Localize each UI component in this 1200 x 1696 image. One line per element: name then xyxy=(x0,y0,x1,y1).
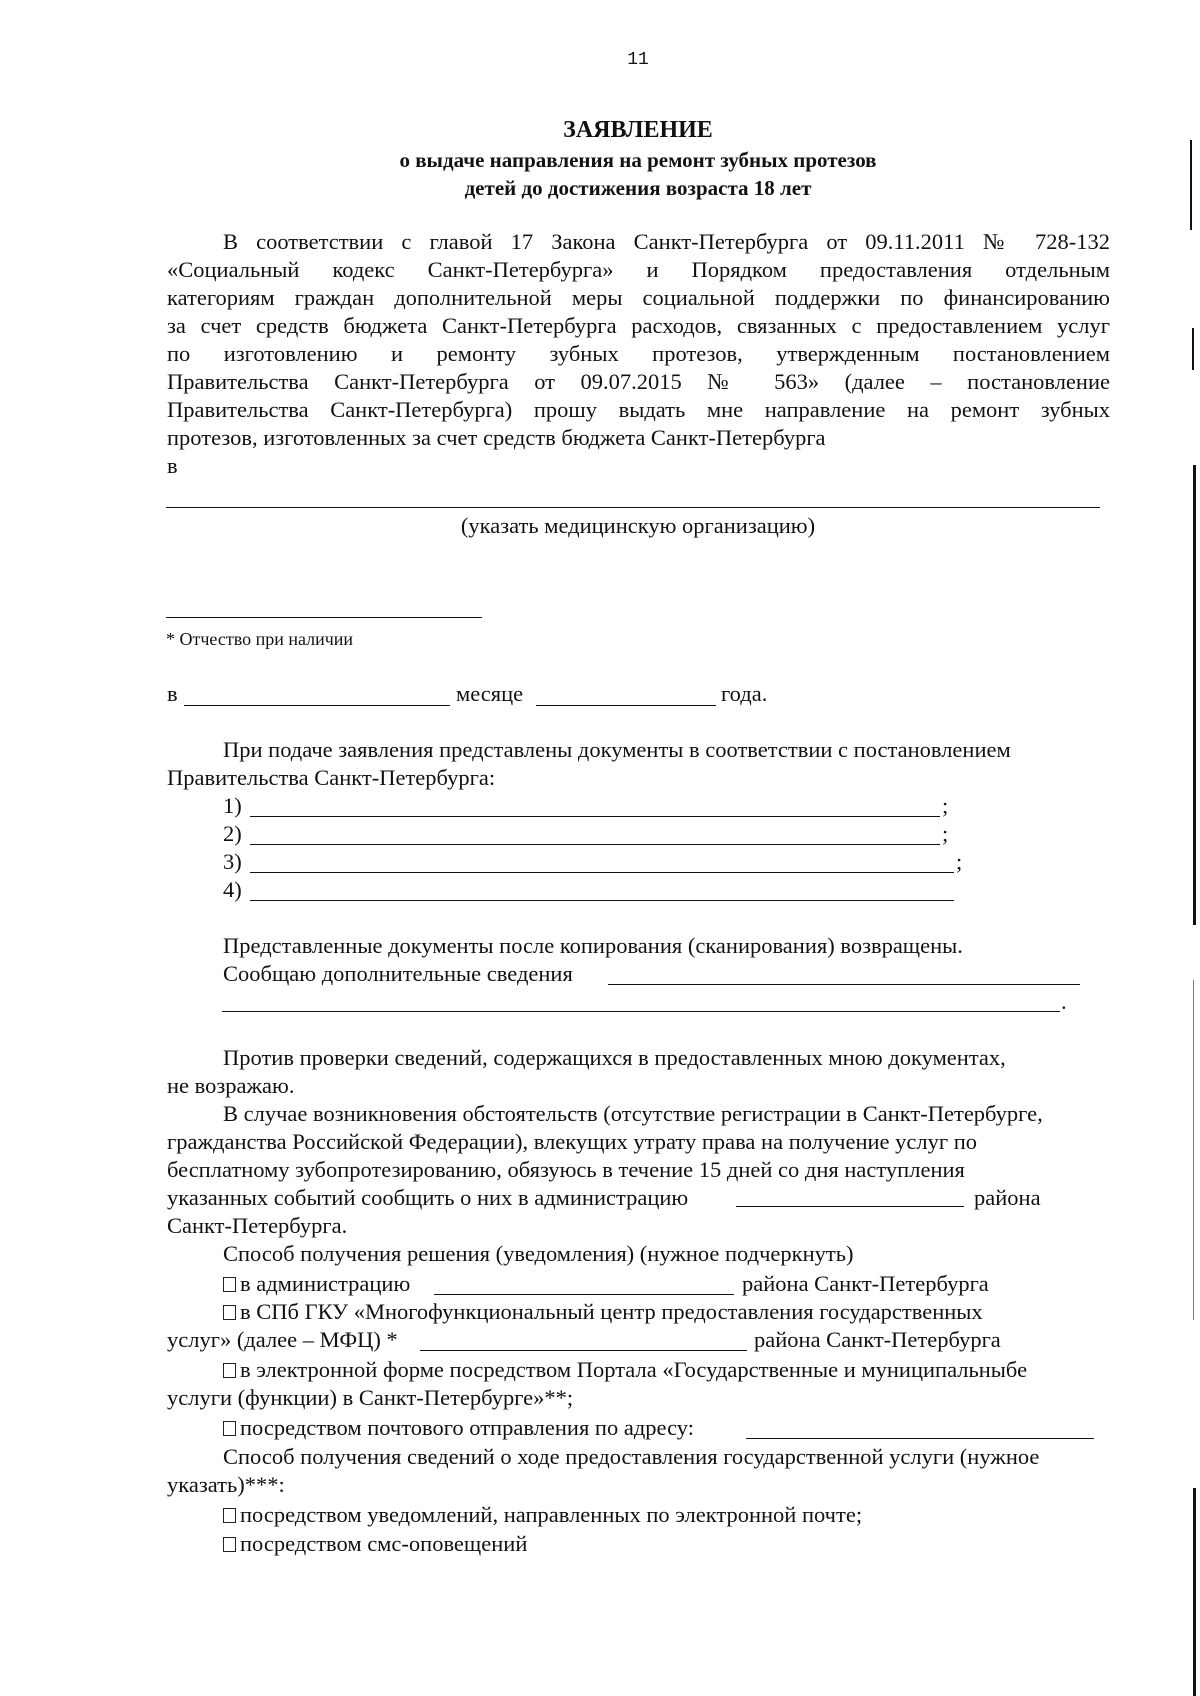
footnote-star: * xyxy=(166,629,175,649)
verification-consent-line-2: не возражаю. xyxy=(167,1073,295,1098)
intro-line: по изготовлению и ремонту зубных протезов, утвержденным постановлением xyxy=(167,341,1110,366)
date-month-label: месяце xyxy=(456,681,524,706)
document-item-number: 4) xyxy=(223,877,242,902)
checkbox-administration[interactable] xyxy=(223,1277,236,1292)
date-prefix: в xyxy=(167,681,178,706)
additional-info-field[interactable] xyxy=(608,984,1080,985)
footnote xyxy=(166,625,353,653)
administration-district-field[interactable] xyxy=(736,1206,964,1207)
option-portal[interactable] xyxy=(223,1356,1027,1384)
option-email[interactable] xyxy=(223,1501,862,1529)
document-subtitle-line-1: о выдаче направления на ремонт зубных протезов xyxy=(399,148,877,172)
scan-edge-mark xyxy=(1193,1488,1196,1696)
option-mfc[interactable] xyxy=(223,1298,983,1326)
scan-edge-mark xyxy=(1192,328,1194,370)
documents-intro-line-1: При подаче заявления представлены документы в соответствии с постановлением xyxy=(223,737,1011,762)
intro-v: в xyxy=(167,453,178,478)
intro-line: протезов, изготовленных за счет средств бюджета Санкт-Петербурга xyxy=(167,425,826,450)
progress-method-line-1: Способ получения сведений о ходе предоставления государственной услуги (нужное xyxy=(223,1444,1040,1469)
postal-address-field[interactable] xyxy=(746,1438,1094,1439)
option-post-label: посредством почтового отправления по адресу: xyxy=(240,1415,694,1440)
obligation-line: В случае возникновения обстоятельств (отсутствие регистрации в Санкт-Петербурге, xyxy=(223,1101,1043,1126)
progress-method-line-2: указать)***: xyxy=(167,1472,285,1497)
document-item-number: 2) xyxy=(223,821,242,846)
document-item-end: ; xyxy=(942,821,949,846)
obligation-line-end: района xyxy=(974,1185,1041,1210)
option-portal-label: в электронной форме посредством Портала «Государственные и муниципальныбе xyxy=(240,1357,1028,1382)
decision-method-heading: Способ получения решения (уведомления) (нужное подчеркнуть) xyxy=(223,1241,854,1266)
option-mfc-line-2: услуг» (далее – МФЦ) * xyxy=(167,1327,398,1352)
document-item-end: ; xyxy=(956,849,963,874)
option-sms-label: посредством смс-оповещений xyxy=(240,1531,528,1556)
medical-organization-caption: (указать медицинскую организацию) xyxy=(460,513,816,538)
intro-line: «Социальный кодекс Санкт-Петербурга» и Порядком предоставления отдельным xyxy=(167,257,1110,282)
verification-consent-line-1: Против проверки сведений, содержащихся в предоставленных мною документах, xyxy=(223,1045,1006,1070)
document-item-field[interactable] xyxy=(250,900,954,901)
document-item-field[interactable] xyxy=(250,872,954,873)
document-item-number: 1) xyxy=(223,793,242,818)
intro-line: за счет средств бюджета Санкт-Петербурга расходов, связанных с предоставлением услуг xyxy=(167,313,1110,338)
additional-info-field-2[interactable] xyxy=(222,1011,1060,1012)
checkbox-email[interactable] xyxy=(223,1508,236,1523)
scan-edge-mark xyxy=(1193,980,1194,1320)
footnote-text: Отчество при наличии xyxy=(179,629,354,649)
additional-info-end: . xyxy=(1061,989,1067,1014)
mfc-district-field[interactable] xyxy=(420,1350,747,1351)
checkbox-mfc[interactable] xyxy=(223,1305,236,1320)
scan-edge-mark xyxy=(1190,140,1192,230)
document-item-field[interactable] xyxy=(250,816,940,817)
date-day-field[interactable] xyxy=(184,705,450,706)
documents-returned-text: Представленные документы после копирования (сканирования) возвращены. xyxy=(223,933,963,958)
obligation-line: бесплатному зубопротезированию, обязуюсь в течение 15 дней со дня наступления xyxy=(167,1157,965,1182)
option-post[interactable] xyxy=(223,1414,694,1442)
document-subtitle-line-2: детей до достижения возраста 18 лет xyxy=(464,176,812,200)
intro-line: В соответствии с главой 17 Закона Санкт-Петербурга от 09.11.2011 № 728-132 xyxy=(223,229,1110,254)
obligation-line: указанных событий сообщить о них в администрацию xyxy=(167,1185,689,1210)
document-item-end: ; xyxy=(942,793,949,818)
intro-paragraph xyxy=(167,228,1110,480)
obligation-line: Санкт-Петербурга. xyxy=(167,1213,348,1238)
footnote-separator xyxy=(166,617,482,618)
document-item-field[interactable] xyxy=(250,844,940,845)
intro-line: Правительства Санкт-Петербурга от 09.07.2015 № 563» (далее – постановление xyxy=(167,369,1110,394)
administration-option-field[interactable] xyxy=(434,1294,734,1295)
intro-line: Правительства Санкт-Петербурга) прошу выдать мне направление на ремонт зубных xyxy=(167,397,1110,422)
option-email-label: посредством уведомлений, направленных по электронной почте; xyxy=(240,1502,863,1527)
option-administration-end: района Санкт-Петербурга xyxy=(742,1271,989,1296)
option-administration[interactable] xyxy=(223,1270,410,1298)
scan-edge-mark xyxy=(1193,465,1196,925)
document-title: ЗАЯВЛЕНИЕ xyxy=(563,117,713,143)
document-item-number: 3) xyxy=(223,849,242,874)
medical-organization-field[interactable] xyxy=(166,507,1100,508)
date-year-label: года. xyxy=(721,681,768,706)
date-year-field[interactable] xyxy=(536,705,716,706)
additional-info-label: Сообщаю дополнительные сведения xyxy=(223,961,573,986)
intro-line: категориям граждан дополнительной меры социальной поддержки по финансированию xyxy=(167,285,1110,310)
page-number: 11 xyxy=(627,50,649,70)
option-portal-line-2: услуги (функции) в Санкт-Петербурге»**; xyxy=(167,1385,574,1410)
checkbox-sms[interactable] xyxy=(223,1537,236,1552)
checkbox-portal[interactable] xyxy=(223,1363,236,1378)
option-mfc-end: района Санкт-Петербурга xyxy=(754,1327,1001,1352)
obligation-line: гражданства Российской Федерации), влекущих утрату права на получение услуг по xyxy=(167,1129,978,1154)
option-administration-label: в администрацию xyxy=(240,1271,411,1296)
documents-intro-line-2: Правительства Санкт-Петербурга: xyxy=(167,765,496,790)
option-sms[interactable] xyxy=(223,1530,527,1558)
checkbox-post[interactable] xyxy=(223,1421,236,1436)
option-mfc-label: в СПб ГКУ «Многофункциональный центр предоставления государственных xyxy=(240,1299,983,1324)
